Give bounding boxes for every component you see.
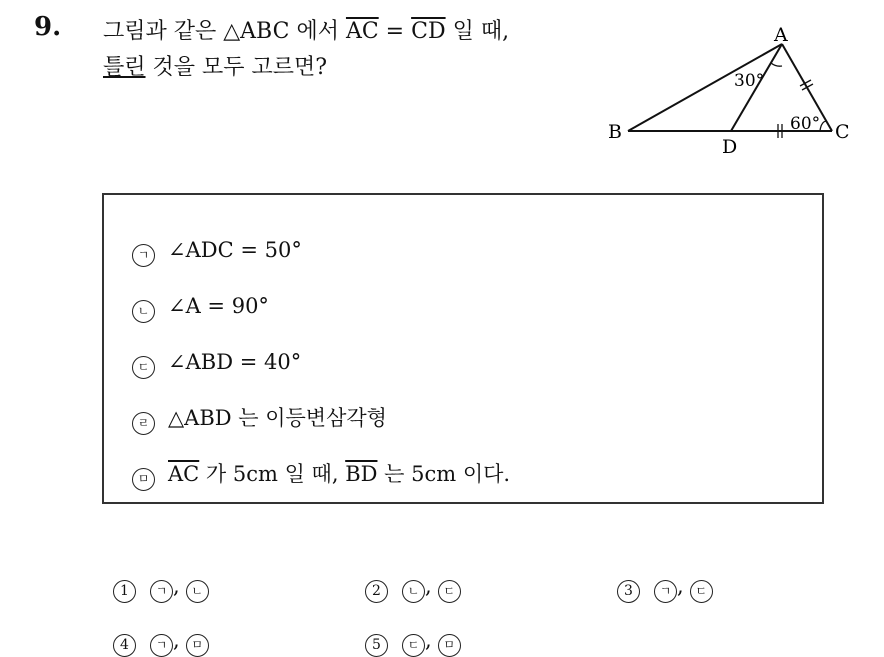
question-line-1 (103, 14, 509, 50)
choice-2[interactable] (365, 572, 461, 603)
choice-number: 2 (365, 580, 388, 603)
choice-number: 5 (365, 634, 388, 657)
angle-arc-c (820, 121, 826, 131)
point-label-d: D (722, 136, 738, 158)
segment-cd: $\overline{CD}$ (411, 19, 446, 44)
question-line-2 (103, 50, 509, 86)
choice-3[interactable] (617, 572, 713, 603)
choice-marker: ㄱ (150, 634, 173, 657)
marker-digeut: ㄷ (132, 356, 155, 379)
comma: , (425, 574, 432, 598)
choice-number: 4 (113, 634, 136, 657)
choice-5[interactable] (365, 626, 461, 657)
choice-marker: ㄴ (186, 580, 209, 603)
choice-4[interactable] (113, 626, 209, 657)
marker-nieun: ㄴ (132, 300, 155, 323)
choice-marker: ㅁ (186, 634, 209, 657)
comma: , (425, 628, 432, 652)
statement-text: △ABD 는 이등변삼각형 (168, 406, 387, 430)
statements-box (102, 193, 824, 504)
question-text-part: 것을 모두 고르면? (145, 55, 328, 80)
question-text (103, 14, 509, 86)
comma: , (677, 574, 684, 598)
question-text-part: 일 때, (445, 19, 510, 44)
statement-text: ∠ABD = 40° (168, 350, 302, 374)
question-number: 9. (34, 12, 62, 42)
choice-marker: ㄷ (438, 580, 461, 603)
comma: , (173, 574, 180, 598)
choice-marker: ㄱ (654, 580, 677, 603)
segment-ac: $\overline{AC}$ (168, 462, 200, 486)
angle-label-a: 30° (734, 71, 765, 91)
segment-bd: $\overline{BD}$ (345, 462, 378, 486)
angle-arc-a (771, 63, 782, 66)
statement-text: ∠A = 90° (168, 294, 269, 318)
angle-label-c: 60° (790, 114, 821, 134)
statement-text: 가 5cm 일 때, (199, 462, 346, 486)
statement-text: 는 5cm 이다. (377, 462, 511, 486)
statement-1 (132, 236, 302, 267)
statement-5 (132, 460, 510, 491)
statement-3 (132, 348, 301, 379)
question-text-part: 그림과 같은 △ABC 에서 (103, 19, 346, 44)
choice-marker: ㄷ (690, 580, 713, 603)
statement-4 (132, 404, 387, 435)
marker-giyeok: ㄱ (132, 244, 155, 267)
choice-marker: ㄷ (402, 634, 425, 657)
choice-marker: ㄱ (150, 580, 173, 603)
vertex-label-b: B (608, 121, 622, 143)
vertex-label-a: A (774, 24, 788, 46)
marker-mieum: ㅁ (132, 468, 155, 491)
segment-ac: $\overline{AC}$ (345, 19, 379, 44)
choice-1[interactable] (113, 572, 209, 603)
choice-number: 3 (617, 580, 640, 603)
vertex-label-c: C (835, 121, 850, 143)
triangle-figure (600, 20, 870, 170)
statement-text: ∠ADC = 50° (168, 238, 302, 262)
choice-marker: ㅁ (438, 634, 461, 657)
equals-sign: = (378, 19, 412, 44)
marker-rieul: ㄹ (132, 412, 155, 435)
underlined-word: 틀린 (103, 55, 146, 80)
choice-marker: ㄴ (402, 580, 425, 603)
statement-2 (132, 292, 269, 323)
choice-number: 1 (113, 580, 136, 603)
comma: , (173, 628, 180, 652)
